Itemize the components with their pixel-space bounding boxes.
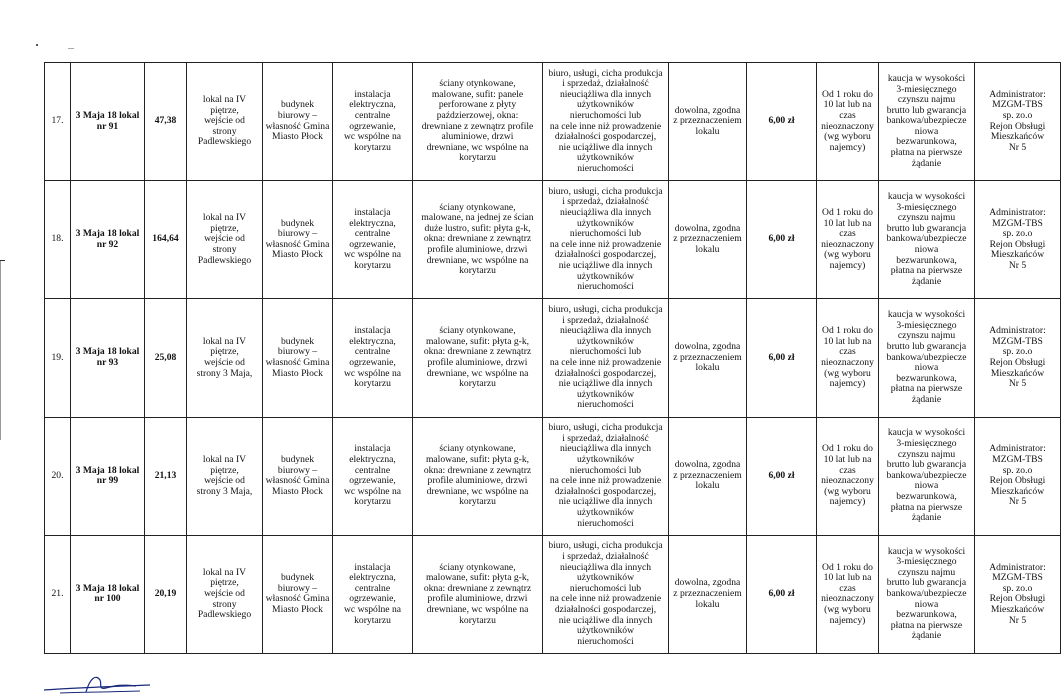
area-cell: 164,64 [145, 181, 187, 299]
deposit-cell: kaucja w wysokości 3-miesięcznego czynszu najmu brutto lub gwarancja bankowa/ubezpiecze niowa bezwarunkowa, płatna na pierwsze żądanie [879, 299, 975, 417]
condition-cell: ściany otynkowane, malowane, na jednej ze ścian duże lustro, sufit: płyta g-k, okna: drewniane z zewnątrz profile aluminiowe, drzwi drewniane, wc wspólne na korytarzu [413, 181, 543, 299]
condition-cell: ściany otynkowane, malowane, sufit: płyta g-k, okna: drewniane z zewnątrz profile aluminiowe, drzwi drewniane, wc wspólne na korytarzu [413, 299, 543, 417]
table-row [45, 63, 1061, 181]
condition-cell: ściany otynkowane, malowane, sufit: panele perforowane z płyty paździerzowej, okna: drewniane z zewnątrz profile aluminiowe, drzwi drewniane, wc wspólne na korytarzu [413, 63, 543, 181]
table-row [45, 535, 1061, 653]
utilities-cell: instalacja elektryczna, centralne ogrzewanie, wc wspólne na korytarzu [333, 181, 413, 299]
area-cell: 21,13 [145, 417, 187, 535]
admin-cell: Administrator: MZGM-TBS sp. zo.o Rejon Obsługi Mieszkańców Nr 5 [975, 181, 1061, 299]
deposit-cell: kaucja w wysokości 3-miesięcznego czynszu najmu brutto lub gwarancja bankowa/ubezpiecze niowa bezwarunkowa, płatna na pierwsze żądanie [879, 181, 975, 299]
handwritten-signature [40, 668, 160, 696]
rate-cell: 6,00 zł [747, 181, 817, 299]
admin-cell: Administrator: MZGM-TBS sp. zo.o Rejon Obsługi Mieszkańców Nr 5 [975, 535, 1061, 653]
term-cell: Od 1 roku do 10 lat lub na czas nieoznaczony (wg wyboru najemcy) [817, 181, 879, 299]
purpose-cell: biuro, usługi, cicha produkcja i sprzedaż, działalność nieuciążliwa dla innych użytkowników nieruchomości lub na cele inne niż prowadzenie działalności gospodarczej, nie uciążliwe dla innych użytkowników nieruchomości [543, 181, 669, 299]
rate-cell: 6,00 zł [747, 63, 817, 181]
scan-speck [36, 44, 38, 46]
term-cell: Od 1 roku do 10 lat lub na czas nieoznaczony (wg wyboru najemcy) [817, 299, 879, 417]
deposit-cell: kaucja w wysokości 3-miesięcznego czynszu najmu brutto lub gwarancja bankowa/ubezpiecze niowa bezwarunkowa, płatna na pierwsze żądanie [879, 417, 975, 535]
address-cell: 3 Maja 18 lokal nr 93 [71, 299, 145, 417]
utilities-cell: instalacja elektryczna, centralne ogrzewanie, wc wspólne na korytarzu [333, 299, 413, 417]
building-cell: budynek biurowy – własność Gmina Miasto Płock [263, 63, 333, 181]
scan-speck [68, 48, 74, 49]
scan-edge-tick [0, 260, 5, 261]
building-cell: budynek biurowy – własność Gmina Miasto Płock [263, 535, 333, 653]
building-cell: budynek biurowy – własność Gmina Miasto Płock [263, 181, 333, 299]
address-cell: 3 Maja 18 lokal nr 91 [71, 63, 145, 181]
admin-cell: Administrator: MZGM-TBS sp. zo.o Rejon Obsługi Mieszkańców Nr 5 [975, 417, 1061, 535]
building-cell: budynek biurowy – własność Gmina Miasto Płock [263, 417, 333, 535]
address-cell: 3 Maja 18 lokal nr 99 [71, 417, 145, 535]
row-number: 18. [45, 181, 71, 299]
rate-cell: 6,00 zł [747, 535, 817, 653]
term-cell: Od 1 roku do 10 lat lub na czas nieoznaczony (wg wyboru najemcy) [817, 535, 879, 653]
change-cell: dowolna, zgodna z przeznaczeniem lokalu [669, 417, 747, 535]
condition-cell: ściany otynkowane, malowane, sufit: płyta g-k, okna: drewniane z zewnątrz profile aluminiowe, drzwi drewniane, wc wspólne na korytarzu [413, 535, 543, 653]
address-cell: 3 Maja 18 lokal nr 100 [71, 535, 145, 653]
rate-cell: 6,00 zł [747, 417, 817, 535]
location-cell: lokal na IV piętrze, wejście od strony Padlewskiego [187, 63, 263, 181]
location-cell: lokal na IV piętrze, wejście od strony Padlewskiego [187, 181, 263, 299]
location-cell: lokal na IV piętrze, wejście od strony Padlewskiego [187, 535, 263, 653]
term-cell: Od 1 roku do 10 lat lub na czas nieoznaczony (wg wyboru najemcy) [817, 63, 879, 181]
row-number: 21. [45, 535, 71, 653]
utilities-cell: instalacja elektryczna, centralne ogrzewanie, wc wspólne na korytarzu [333, 417, 413, 535]
rate-cell: 6,00 zł [747, 299, 817, 417]
row-number: 17. [45, 63, 71, 181]
condition-cell: ściany otynkowane, malowane, sufit: płyta g-k, okna: drewniane z zewnątrz profile aluminiowe, drzwi drewniane, wc wspólne na korytarzu [413, 417, 543, 535]
change-cell: dowolna, zgodna z przeznaczeniem lokalu [669, 63, 747, 181]
deposit-cell: kaucja w wysokości 3-miesięcznego czynszu najmu brutto lub gwarancja bankowa/ubezpiecze niowa bezwarunkowa, płatna na pierwsze żądanie [879, 535, 975, 653]
row-number: 19. [45, 299, 71, 417]
table-row [45, 417, 1061, 535]
location-cell: lokal na IV piętrze, wejście od strony 3 Maja, [187, 417, 263, 535]
table-row [45, 299, 1061, 417]
table-row [45, 181, 1061, 299]
admin-cell: Administrator: MZGM-TBS sp. zo.o Rejon Obsługi Mieszkańców Nr 5 [975, 63, 1061, 181]
scan-edge-line [0, 260, 1, 440]
change-cell: dowolna, zgodna z przeznaczeniem lokalu [669, 535, 747, 653]
admin-cell: Administrator: MZGM-TBS sp. zo.o Rejon Obsługi Mieszkańców Nr 5 [975, 299, 1061, 417]
area-cell: 25,08 [145, 299, 187, 417]
utilities-cell: instalacja elektryczna, centralne ogrzewanie, wc wspólne na korytarzu [333, 535, 413, 653]
purpose-cell: biuro, usługi, cicha produkcja i sprzedaż, działalność nieuciążliwa dla innych użytkowników nieruchomości lub na cele inne niż prowadzenie działalności gospodarczej, nie uciążliwe dla innych użytkowników nieruchomości [543, 299, 669, 417]
address-cell: 3 Maja 18 lokal nr 92 [71, 181, 145, 299]
location-cell: lokal na IV piętrze, wejście od strony 3 Maja, [187, 299, 263, 417]
deposit-cell: kaucja w wysokości 3-miesięcznego czynszu najmu brutto lub gwarancja bankowa/ubezpiecze niowa bezwarunkowa, płatna na pierwsze żądanie [879, 63, 975, 181]
purpose-cell: biuro, usługi, cicha produkcja i sprzedaż, działalność nieuciążliwa dla innych użytkowników nieruchomości lub na cele inne niż prowadzenie działalności gospodarczej, nie uciążliwe dla innych użytkowników nieruchomości [543, 417, 669, 535]
purpose-cell: biuro, usługi, cicha produkcja i sprzedaż, działalność nieuciążliwa dla innych użytkowników nieruchomości lub na cele inne niż prowadzenie działalności gospodarczej, nie uciążliwe dla innych użytkowników nieruchomości [543, 63, 669, 181]
purpose-cell: biuro, usługi, cicha produkcja i sprzedaż, działalność nieuciążliwa dla innych użytkowników nieruchomości lub na cele inne niż prowadzenie działalności gospodarczej, nie uciążliwe dla innych użytkowników nieruchomości [543, 535, 669, 653]
area-cell: 20,19 [145, 535, 187, 653]
change-cell: dowolna, zgodna z przeznaczeniem lokalu [669, 181, 747, 299]
area-cell: 47,38 [145, 63, 187, 181]
utilities-cell: instalacja elektryczna, centralne ogrzewanie, wc wspólne na korytarzu [333, 63, 413, 181]
row-number: 20. [45, 417, 71, 535]
change-cell: dowolna, zgodna z przeznaczeniem lokalu [669, 299, 747, 417]
term-cell: Od 1 roku do 10 lat lub na czas nieoznaczony (wg wyboru najemcy) [817, 417, 879, 535]
premises-table [44, 62, 1061, 654]
building-cell: budynek biurowy – własność Gmina Miasto Płock [263, 299, 333, 417]
